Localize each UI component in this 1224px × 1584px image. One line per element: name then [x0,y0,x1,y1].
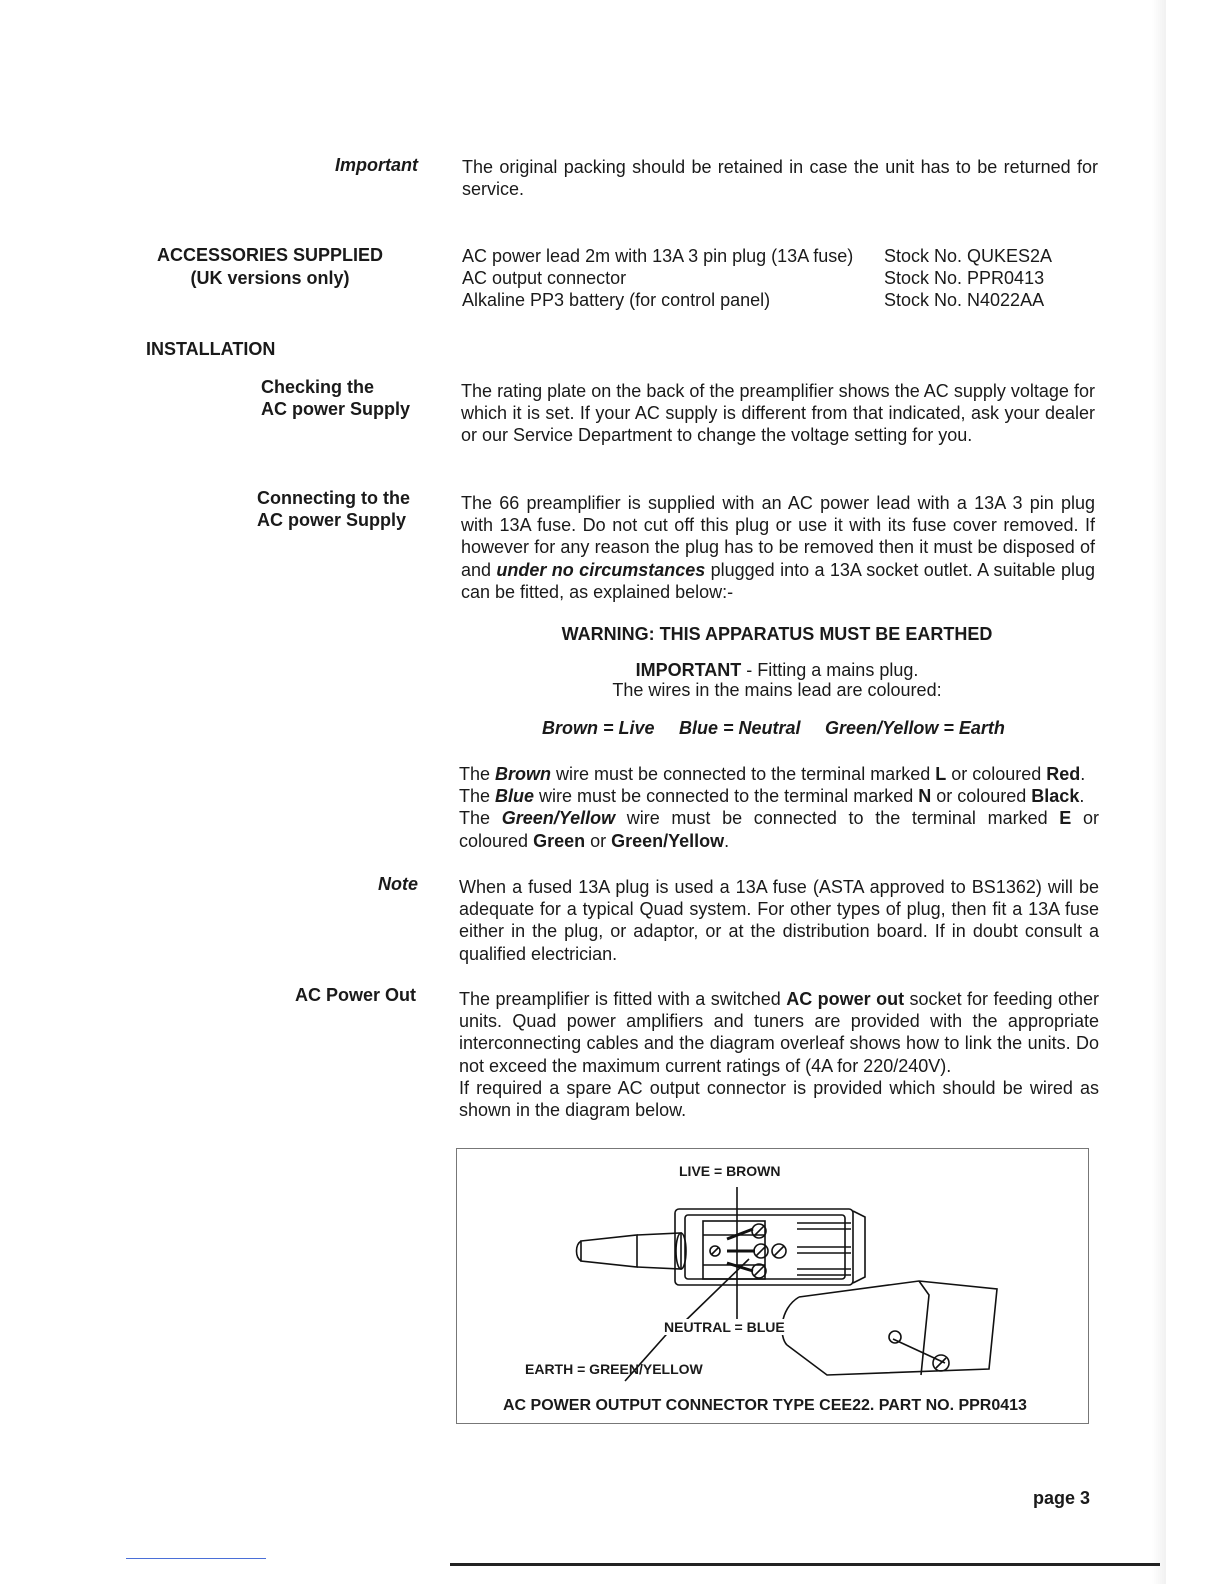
important-rest: - Fitting a mains plug. [741,660,919,680]
note-label: Note [378,874,418,894]
w3-c: or coloured [459,808,1099,851]
accessories-heading [140,244,400,290]
w1-b: wire must be connected to the terminal marked [551,764,936,784]
colour-earth: Green/Yellow = Earth [825,718,1005,738]
checking-text: The rating plate on the back of the preamplifier shows the AC supply voltage for which it is set. If your AC supply is different from that indicated, ask your dealer or our Service Department to change the voltage setting for you. [461,381,1095,446]
accessory-item-desc: AC output connector [462,268,627,288]
colour-live: Brown = Live [542,718,655,738]
note-text: When a fused 13A plug is used a 13A fuse (ASTA approved to BS1362) will be adequate for a typical Quad system. For other types of plug, then fit a 13A fuse either in the plug, or adaptor, or at the distribution board. If in doubt consult a qualified electrician. [459,877,1099,964]
earth-label: EARTH = GREEN/YELLOW [525,1361,703,1377]
connector-diagram [456,1148,1089,1424]
accessories-heading-line2: (UK versions only) [190,268,350,288]
connecting-text-b: plugged into a 13A socket outlet. A suitable plug can be fitted, as explained below:- [461,559,1095,602]
important-mains-plug-line [460,660,1094,680]
w2-b: wire must be connected to the terminal marked [534,786,919,807]
w1-a: The [459,764,496,784]
power-out-text [459,988,1099,1121]
connecting-label-line2: AC power Supply [257,510,407,530]
w2-a: The [459,786,496,807]
w2-wire: Blue [495,786,535,807]
accessory-item-desc: Alkaline PP3 battery (for control panel) [462,290,771,310]
w3-or: or [585,830,612,851]
accessory-item-stock: Stock No. N4022AA [884,290,1045,310]
colour-neutral: Blue = Neutral [679,718,801,738]
w1-wire: Brown [495,764,552,784]
live-label: LIVE = BROWN [679,1163,781,1179]
power-out-bold: AC power out [786,989,905,1009]
w1-c: or coloured [946,764,1047,784]
footer-blue-rule [126,1558,266,1559]
neutral-label: NEUTRAL = BLUE [664,1319,785,1335]
w3-b: wire must be connected to the terminal marked [615,808,1060,829]
accessory-item-stock: Stock No. QUKES2A [884,246,1053,266]
important-mains-plug [460,660,1094,700]
connecting-text-a: The 66 preamplifier is supplied with an AC power lead with a 13A 3 pin plug with 13A fuse. Do not cut off this plug or use it with its fuse cover removed. If however for any reason the plug has to be removed then it must be disposed of and [461,493,1095,580]
wires-coloured-line: The wires in the mains lead are coloured: [612,680,942,700]
w2-colour: Black [1031,786,1080,807]
connector-drawing [457,1149,1087,1421]
w3-colour2: Green/Yellow [611,830,725,851]
power-out-text-b: socket for feeding other units. Quad power amplifiers and tuners are provided with the appropriate interconnecting cables and the diagram overleaf shows how to link the units. Do not exceed the maximum current ratings of (4A for 220/240V). [459,989,1099,1076]
accessory-item-desc: AC power lead 2m with 13A 3 pin plug (13A fuse) [462,246,854,266]
checking-label-line1: Checking the [261,377,375,397]
connecting-label-line1: Connecting to the [257,488,410,508]
power-out-text-c: If required a spare AC output connector is provided which should be wired as shown in the diagram below. [459,1077,1099,1121]
w1-d: . [1080,764,1086,784]
connecting-label [257,487,410,531]
checking-label [261,376,410,420]
w3-colour1: Green [533,830,586,851]
w2-d: . [1079,786,1085,807]
page-number: page 3 [1032,1488,1090,1508]
w1-term: L [935,764,947,784]
w3-d: . [724,830,730,851]
footer-rule [450,1563,1160,1566]
checking-label-line2: AC power Supply [261,399,411,419]
w2-c: or coloured [931,786,1032,807]
accessories-heading-line1: ACCESSORIES SUPPLIED [156,245,384,265]
warning-earthed: WARNING: THIS APPARATUS MUST BE EARTHED [561,624,993,644]
diagram-caption: AC POWER OUTPUT CONNECTOR TYPE CEE22. PART NO. PPR0413 [503,1397,1027,1414]
scan-edge-shadow [1152,0,1166,1584]
accessory-item-stock: Stock No. PPR0413 [884,268,1045,288]
wiring-instructions [459,763,1099,852]
important-text: The original packing should be retained in case the unit has to be returned for service. [462,157,1098,200]
connecting-text-emphasis: under no circumstances [496,559,706,580]
installation-heading: INSTALLATION [146,339,276,359]
important-label: Important [335,155,418,175]
connecting-text [461,492,1095,603]
power-out-text-a: The preamplifier is fitted with a switched [459,989,787,1009]
important-bold: IMPORTANT [635,660,742,680]
w2-term: N [918,786,932,807]
w3-term: E [1059,808,1072,829]
w3-a: The [459,808,502,829]
power-out-label: AC Power Out [294,985,416,1005]
w3-wire: Green/Yellow [501,808,616,829]
w1-colour: Red [1046,764,1081,784]
